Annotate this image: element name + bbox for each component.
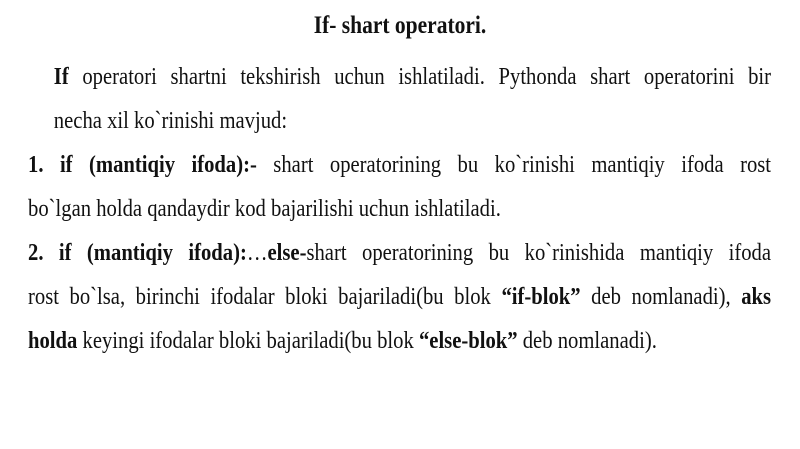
item-1-line-1-text: shart operatorining bu ko`rinishi mantiqiy ifoda rost <box>256 152 772 178</box>
item-2-heading-a: 2. if (mantiqiy ifoda): <box>28 240 247 266</box>
holda-term: holda <box>28 328 78 354</box>
item-2-heading-b: else- <box>267 240 307 266</box>
item-1-line-1 <box>28 143 771 187</box>
intro-paragraph <box>28 55 771 143</box>
item-2-line-2-text-b: deb nomlanadi), <box>580 284 742 310</box>
item-2-line-3 <box>28 319 771 363</box>
intro-line-2: necha xil ko`rinishi mavjud: <box>53 108 288 134</box>
item-2-line-3-text-a: keyingi ifodalar bloki bajariladi(bu blok <box>77 328 419 354</box>
item-2-line-1 <box>28 231 771 275</box>
item-2-line-2 <box>28 275 771 319</box>
if-keyword: If <box>53 64 69 90</box>
item-1-heading: 1. if (mantiqiy ifoda):- <box>28 152 257 178</box>
item-2-line-2-text-a: rost bo`lsa, birinchi ifodalar bloki bajariladi(bu blok <box>28 284 502 310</box>
if-blok-term: “if-blok” <box>501 284 581 310</box>
item-2-ellipsis: … <box>246 240 268 266</box>
intro-line-1-text: operatori shartni tekshirish uchun ishlatiladi. Pythonda shart operatorini bir <box>68 64 772 90</box>
item-2-line-3-text-b: deb nomlanadi). <box>517 328 657 354</box>
page-title: If- shart operatori. <box>313 12 487 39</box>
item-2-line-1-text: shart operatorining bu ko`rinishida mantiqiy ifoda <box>306 240 772 266</box>
item-1-paragraph <box>28 143 771 231</box>
intro-line-1 <box>28 55 771 99</box>
item-2-paragraph <box>28 231 771 363</box>
aks-term: aks <box>741 284 772 310</box>
item-1-line-2: bo`lgan holda qandaydir kod bajarilishi uchun ishlatiladi. <box>28 196 501 222</box>
else-blok-term: “else-blok” <box>418 328 518 354</box>
